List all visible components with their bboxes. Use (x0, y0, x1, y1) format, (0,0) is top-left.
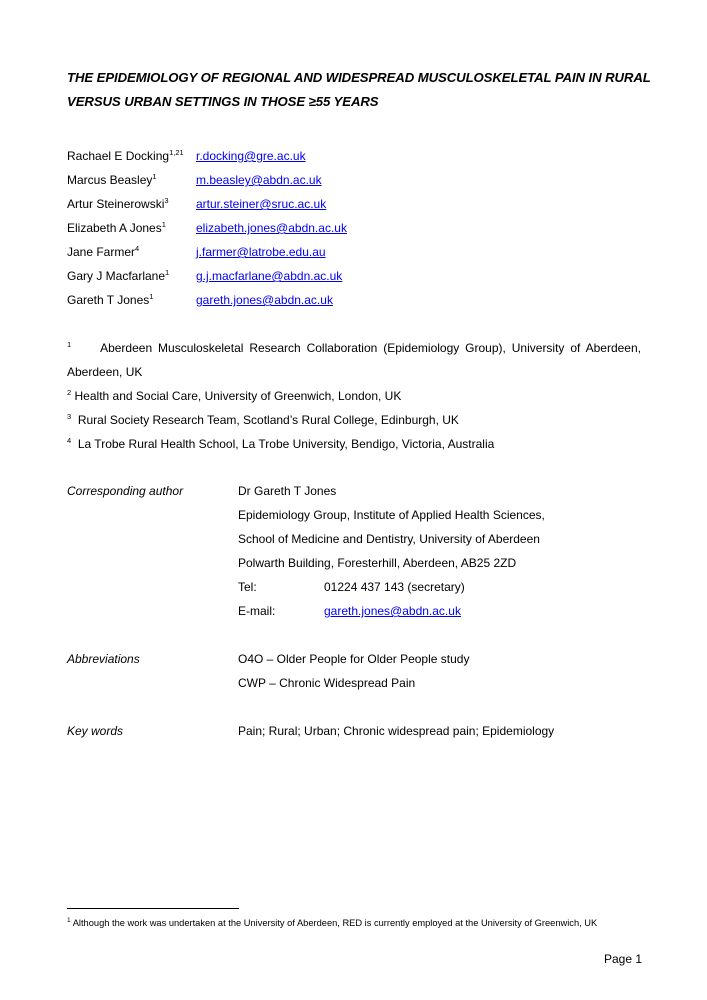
author-row (67, 170, 467, 194)
author-row (67, 194, 467, 218)
author-name: Rachael E Docking$^{1,21}$ (67, 148, 184, 163)
affiliation-number: 3 (67, 412, 72, 421)
author-affiliation-sup: 4 (135, 244, 140, 253)
affiliation-3 (67, 410, 459, 430)
affiliation-4 (67, 434, 494, 454)
keywords-text: Pain; Rural; Urban; Chronic widespread pain; Epidemiology (238, 724, 555, 738)
author-name: Artur Steinerowski$^3$ (67, 196, 169, 211)
corresponding-author-label: Corresponding author (67, 484, 184, 498)
author-email-link[interactable]: r.docking@gre.ac.uk (196, 149, 306, 163)
author-affiliation-sup: 1 (161, 220, 166, 229)
author-row (67, 146, 467, 170)
title-line-1: THE EPIDEMIOLOGY OF REGIONAL AND WIDESPREAD MUSCULOSKELETAL PAIN IN RURAL (67, 70, 651, 85)
title-line-2: VERSUS URBAN SETTINGS IN THOSE ≥55 YEARS (67, 94, 379, 109)
author-email-link[interactable]: g.j.macfarlane@abdn.ac.uk (196, 269, 343, 283)
page-number: Page 1 (604, 952, 643, 966)
email-label: E-mail: (238, 604, 276, 618)
author-email-link[interactable]: m.beasley@abdn.ac.uk (196, 173, 322, 187)
author-affiliation-sup: 1 (165, 268, 170, 277)
affiliation-number: 1 (67, 340, 72, 349)
corresponding-address-line-1: Epidemiology Group, Institute of Applied Health Sciences, (238, 508, 545, 522)
author-name: Gary J Macfarlane$^1$ (67, 268, 170, 283)
author-affiliation-sup: 3 (164, 196, 169, 205)
author-name: Marcus Beasley$^1$ (67, 172, 157, 187)
author-affiliation-sup: 1,21 (169, 148, 184, 157)
affiliation-1 (67, 338, 641, 358)
author-email-link[interactable]: j.farmer@latrobe.edu.au (196, 245, 326, 259)
affiliation-text: La Trobe Rural Health School, La Trobe University, Bendigo, Victoria, Australia (77, 437, 495, 451)
footnote-text: Although the work was undertaken at the University of Aberdeen, RED is currently employed at the University of Greenwich, UK (72, 918, 598, 928)
affiliation-text: Aberdeen Musculoskeletal Research Collaboration (Epidemiology Group), University of Aberdeen, (100, 341, 641, 355)
abbreviation-item: CWP – Chronic Widespread Pain (238, 676, 416, 690)
footnote-divider (67, 908, 239, 909)
corresponding-address-line-3: Polwarth Building, Foresterhill, Aberdeen, AB25 2ZD (238, 556, 517, 570)
abbreviation-item: O4O – Older People for Older People study (238, 652, 470, 666)
author-name: Jane Farmer$^4$ (67, 244, 140, 259)
paper-title (67, 66, 657, 114)
footnote (67, 915, 597, 931)
author-row (67, 242, 467, 266)
affiliation-number: 4 (67, 436, 72, 445)
tel-label: Tel: (238, 580, 257, 594)
affiliation-1-continued: Aberdeen, UK (67, 365, 143, 379)
keywords-label: Key words (67, 724, 124, 738)
affiliation-2 (67, 386, 401, 406)
author-row (67, 218, 467, 242)
author-row (67, 290, 467, 314)
tel-value: 01224 437 143 (secretary) (324, 580, 465, 594)
corresponding-address-line-2: School of Medicine and Dentistry, University of Aberdeen (238, 532, 540, 546)
author-affiliation-sup: 1 (149, 292, 154, 301)
author-name: Elizabeth A Jones$^1$ (67, 220, 166, 235)
affiliation-text: Rural Society Research Team, Scotland’s Rural College, Edinburgh, UK (77, 413, 459, 427)
author-email-link[interactable]: artur.steiner@sruc.ac.uk (196, 197, 327, 211)
footnote-number: 1 (67, 917, 71, 924)
corresponding-author-name: Dr Gareth T Jones (238, 484, 337, 498)
author-email-link[interactable]: elizabeth.jones@abdn.ac.uk (196, 221, 347, 235)
abbreviations-label: Abbreviations (67, 652, 140, 666)
author-email-link[interactable]: gareth.jones@abdn.ac.uk (196, 293, 333, 307)
author-affiliation-sup: 1 (152, 172, 157, 181)
author-row (67, 266, 467, 290)
corresponding-email-link[interactable]: gareth.jones@abdn.ac.uk (324, 604, 461, 618)
author-name: Gareth T Jones$^1$ (67, 292, 154, 307)
affiliation-text: Health and Social Care, University of Greenwich, London, UK (74, 389, 402, 403)
affiliation-number: 2 (67, 388, 72, 397)
